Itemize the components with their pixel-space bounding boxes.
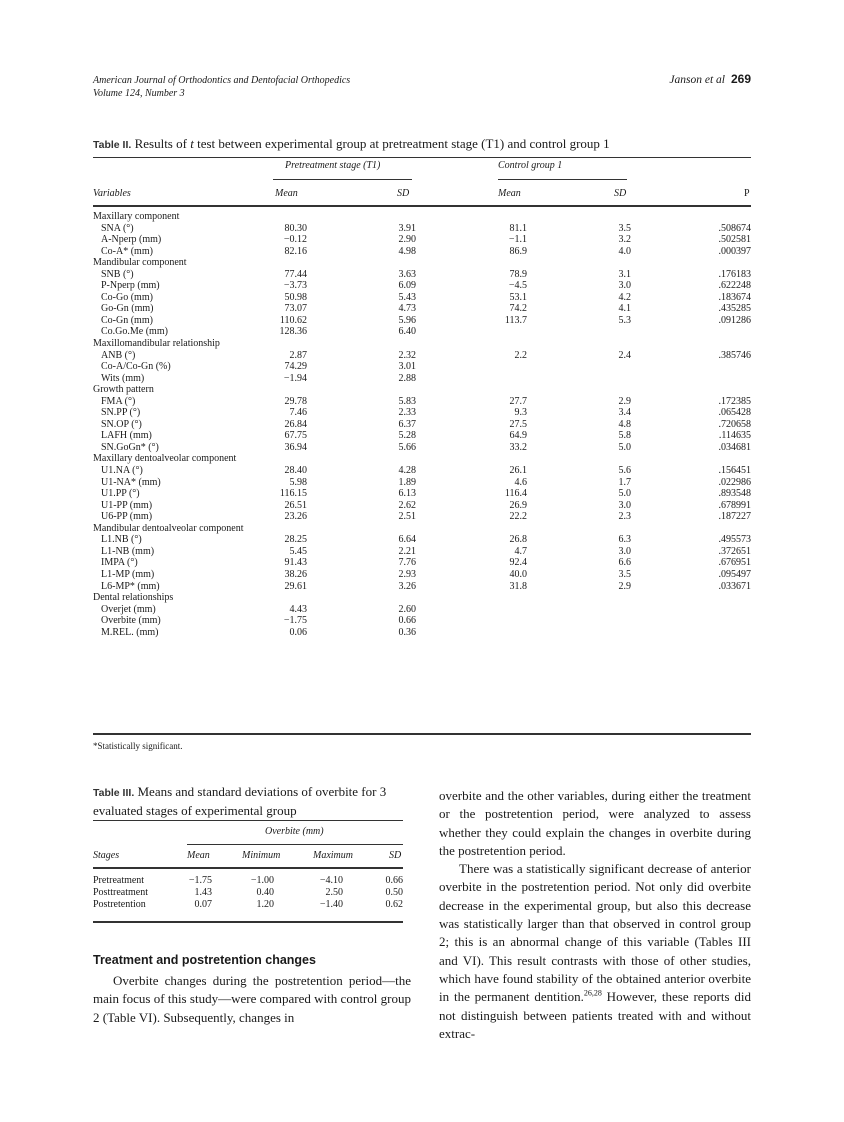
cell-s1: 3.26 <box>398 580 416 592</box>
table-row <box>93 350 751 362</box>
cell-m1: 26.84 <box>284 418 307 430</box>
cell-p: .187227 <box>718 511 751 523</box>
table-row <box>93 326 751 338</box>
cell-s1: 6.64 <box>398 534 416 546</box>
table-row <box>93 557 751 569</box>
cell-s2: 3.5 <box>618 568 631 580</box>
cell-m1: 50.98 <box>284 291 307 303</box>
cell-m1: 4.43 <box>289 603 307 615</box>
body-text-left <box>93 972 411 1027</box>
cell-m2: −1.1 <box>508 234 527 246</box>
citation: 26,28 <box>583 988 602 998</box>
cell-s2: 2.9 <box>618 395 631 407</box>
cell-m1: 73.07 <box>284 303 307 315</box>
cell-s1: 1.89 <box>398 476 416 488</box>
table-row <box>93 315 751 327</box>
table-row <box>93 246 751 258</box>
cell-var: SN.OP (°) <box>101 418 142 430</box>
cell-m2: 26.8 <box>509 534 527 546</box>
cell-var: Mandibular component <box>93 257 187 269</box>
cell-s1: 2.93 <box>398 568 416 580</box>
table-row <box>93 373 751 385</box>
cell-var: LAFH (mm) <box>101 430 152 442</box>
cell-var: Dental relationships <box>93 592 174 604</box>
table-row <box>93 615 751 627</box>
cell-p: .183674 <box>718 291 751 303</box>
cell-p: .678991 <box>718 499 751 511</box>
cell-s2: 3.4 <box>618 407 631 419</box>
cell-var: Co.Go.Me (mm) <box>101 326 168 338</box>
cell-s1: 0.66 <box>398 615 416 627</box>
cell-var: SN.GoGn* (°) <box>101 441 159 453</box>
cell-var: Overbite (mm) <box>101 615 161 627</box>
cell-m2: 92.4 <box>509 557 527 569</box>
table2-title-t: t <box>190 136 194 151</box>
cell-s1: 5.66 <box>398 441 416 453</box>
cell-var: SN.PP (°) <box>101 407 141 419</box>
cell-s1: 3.91 <box>398 222 416 234</box>
table-row <box>93 396 751 408</box>
cell-p: .022986 <box>718 476 751 488</box>
cell-m1: 5.45 <box>289 545 307 557</box>
journal-volume: Volume 124, Number 3 <box>93 88 185 99</box>
cell-s2: 3.0 <box>618 280 631 292</box>
cell-m1: 80.30 <box>284 222 307 234</box>
paragraph <box>439 860 751 1043</box>
cell-m2: 4.6 <box>514 476 527 488</box>
cell-m2: 22.2 <box>509 511 527 523</box>
cell-m2: 26.9 <box>509 499 527 511</box>
cell-s1: 2.90 <box>398 234 416 246</box>
table-row <box>93 604 751 616</box>
cell-m1: 26.51 <box>284 499 307 511</box>
table-group-row <box>93 384 751 396</box>
cell-var: ANB (°) <box>101 349 136 361</box>
paragraph: Overbite changes during the postretention period—the main focus of this study—were compared with control group 2 (Table VI). Subsequently, changes in <box>93 973 411 1025</box>
table-group-row <box>93 338 751 350</box>
cell-m1: 116.15 <box>279 488 307 500</box>
cell-var: FMA (°) <box>101 395 136 407</box>
cell-s2: 1.7 <box>618 476 631 488</box>
section-heading: Treatment and postretention changes <box>93 953 316 967</box>
cell-m1: 128.36 <box>279 326 307 338</box>
cell-var: L6-MP* (mm) <box>101 580 160 592</box>
table-row <box>93 581 751 593</box>
cell-mean: 0.07 <box>194 899 212 910</box>
journal-name: American Journal of Orthodontics and Dentofacial Orthopedics <box>93 75 351 86</box>
cell-m1: −0.12 <box>283 234 307 246</box>
table2-top-rule <box>93 157 751 158</box>
table-group-row <box>93 257 751 269</box>
cell-stage: Pretreatment <box>93 875 145 886</box>
cell-var: Growth pattern <box>93 384 154 396</box>
table2-bottom-rule <box>93 733 751 735</box>
table-row <box>93 465 751 477</box>
cell-s2: 4.2 <box>618 291 631 303</box>
cell-p: .893548 <box>718 488 751 500</box>
table-group-row <box>93 523 751 535</box>
cell-s2: 6.6 <box>618 557 631 569</box>
authors: Janson et al <box>669 74 725 86</box>
cell-m2: 64.9 <box>509 430 527 442</box>
cell-p: .622248 <box>718 280 751 292</box>
cell-s1: 5.83 <box>398 395 416 407</box>
paragraph: overbite and the other variables, during either the treatment or the postretention period, were analyzed to assess whether they could explain the changes in overbite during the postretention period. <box>439 788 751 858</box>
table3-body <box>93 875 403 911</box>
cell-var: L1-NB (mm) <box>101 545 155 557</box>
cell-var: Co-Gn (mm) <box>101 314 153 326</box>
cell-max: −4.10 <box>319 875 343 886</box>
cell-p: .435285 <box>718 303 751 315</box>
cell-m2: 27.7 <box>509 395 527 407</box>
cell-p: .172385 <box>718 395 751 407</box>
cell-s2: 4.0 <box>618 245 631 257</box>
cell-s1: 2.33 <box>398 407 416 419</box>
cell-p: .372651 <box>718 545 751 557</box>
cell-m1: 0.06 <box>289 626 307 638</box>
table-row <box>93 269 751 281</box>
cell-s1: 0.36 <box>398 626 416 638</box>
cell-p: .065428 <box>718 407 751 419</box>
cell-s1: 6.40 <box>398 326 416 338</box>
t3-col-mean: Mean <box>187 850 210 861</box>
cell-mean: 1.43 <box>194 887 212 898</box>
cell-m2: 27.5 <box>509 418 527 430</box>
cell-var: IMPA (°) <box>101 557 138 569</box>
cell-var: Maxillomandibular relationship <box>93 338 220 350</box>
table3-header-rule <box>93 867 403 869</box>
col-header-sd-2: SD <box>614 188 627 199</box>
cell-s2: 5.0 <box>618 488 631 500</box>
cell-s1: 4.73 <box>398 303 416 315</box>
cell-m2: 74.2 <box>509 303 527 315</box>
cell-m2: 116.4 <box>504 488 527 500</box>
table-row <box>93 292 751 304</box>
running-head-right <box>669 72 751 86</box>
cell-var: U1.PP (°) <box>101 488 140 500</box>
cell-m1: 82.16 <box>284 245 307 257</box>
cell-p: .676951 <box>718 557 751 569</box>
cell-var: P-Nperp (mm) <box>101 280 160 292</box>
cell-m1: 29.78 <box>284 395 307 407</box>
cell-s1: 6.13 <box>398 488 416 500</box>
cell-var: L1-MP (mm) <box>101 568 155 580</box>
cell-p: .033671 <box>718 580 751 592</box>
cell-sd: 0.50 <box>385 887 403 898</box>
table-row <box>93 303 751 315</box>
cell-stage: Posttreatment <box>93 887 148 898</box>
cell-var: U1-PP (mm) <box>101 499 153 511</box>
cell-var: M.REL. (mm) <box>101 626 159 638</box>
table-row <box>93 361 751 373</box>
cell-s1: 5.43 <box>398 291 416 303</box>
paragraph-text: However, these reports did not distinguish between patients treated with and without extrac- <box>439 989 751 1041</box>
cell-s1: 6.37 <box>398 418 416 430</box>
cell-var: Maxillary component <box>93 211 180 222</box>
cell-p: .495573 <box>718 534 751 546</box>
paragraph-text: There was a statistically significant decrease of anterior overbite in the postretention period. Not only did overbite decrease in the experimental group, but also this decrease was statistically larger than that observed in control group 2; this is an abnormal change of this variable (Tables III and VI). This result contrasts with those of other studies, which have found stability of the obtained anterior overbite in the permanent dentition. <box>439 861 751 1005</box>
table2-footnote: *Statistically significant. <box>93 741 183 751</box>
table-row <box>93 430 751 442</box>
page-number: 269 <box>730 72 751 86</box>
col-header-variables: Variables <box>93 188 131 199</box>
cell-s2: 2.4 <box>618 349 631 361</box>
cell-p: .502581 <box>718 234 751 246</box>
table2-title <box>93 135 610 154</box>
cell-var: Co-Go (mm) <box>101 291 153 303</box>
cell-min: 0.40 <box>256 887 274 898</box>
cell-m1: 2.87 <box>289 349 307 361</box>
table-row <box>93 899 403 911</box>
cell-m1: 7.46 <box>289 407 307 419</box>
table-row <box>93 442 751 454</box>
table3-top-rule <box>93 820 403 821</box>
cell-s2: 4.1 <box>618 303 631 315</box>
cell-s1: 2.60 <box>398 603 416 615</box>
cell-m2: 33.2 <box>509 441 527 453</box>
cell-s1: 5.96 <box>398 314 416 326</box>
cell-var: Maxillary dentoalveolar component <box>93 453 237 465</box>
cell-m2: 40.0 <box>509 568 527 580</box>
t3-col-maximum: Maximum <box>313 850 353 861</box>
cell-stage: Postretention <box>93 899 146 910</box>
table-row <box>93 534 751 546</box>
cell-s1: 7.76 <box>398 557 416 569</box>
table2-group-rule-1 <box>273 179 412 180</box>
col-header-mean-2: Mean <box>498 188 521 199</box>
table-row <box>93 419 751 431</box>
cell-s1: 2.51 <box>398 511 416 523</box>
cell-max: −1.40 <box>319 899 343 910</box>
cell-m2: 4.7 <box>514 545 527 557</box>
cell-s2: 6.3 <box>618 534 631 546</box>
table-group-row <box>93 592 751 604</box>
table-row <box>93 569 751 581</box>
cell-var: SNA (°) <box>101 222 134 234</box>
table-group-row <box>93 453 751 465</box>
table2-group-header-control: Control group 1 <box>498 160 563 171</box>
cell-m1: 110.62 <box>279 314 307 326</box>
body-text-right <box>439 787 751 1043</box>
cell-s1: 2.88 <box>398 372 416 384</box>
t3-col-stages: Stages <box>93 850 120 861</box>
cell-sd: 0.66 <box>385 875 403 886</box>
t3-col-sd: SD <box>389 850 402 861</box>
cell-s1: 2.62 <box>398 499 416 511</box>
cell-p: .385746 <box>718 349 751 361</box>
cell-m1: 5.98 <box>289 476 307 488</box>
cell-var: Co-A/Co-Gn (%) <box>101 361 171 373</box>
table3-label: Table III. <box>93 787 135 799</box>
cell-var: U1.NA (°) <box>101 465 143 477</box>
cell-var: Overjet (mm) <box>101 603 156 615</box>
cell-s1: 2.32 <box>398 349 416 361</box>
table3-group-header: Overbite (mm) <box>265 826 324 837</box>
cell-m1: 91.43 <box>284 557 307 569</box>
cell-m2: 26.1 <box>509 465 527 477</box>
cell-s1: 3.63 <box>398 268 416 280</box>
cell-m1: 28.25 <box>284 534 307 546</box>
cell-p: .720658 <box>718 418 751 430</box>
table-row <box>93 887 403 899</box>
table-row <box>93 477 751 489</box>
cell-s1: 6.09 <box>398 280 416 292</box>
cell-s1: 3.01 <box>398 361 416 373</box>
table3-title-text: Means and standard deviations of overbite for 3 evaluated stages of experimental group <box>93 784 387 818</box>
cell-var: Co-A* (mm) <box>101 245 153 257</box>
cell-p: .095497 <box>718 568 751 580</box>
cell-s2: 5.8 <box>618 430 631 442</box>
cell-s2: 2.9 <box>618 580 631 592</box>
col-header-p: P <box>744 188 750 199</box>
cell-s1: 4.28 <box>398 465 416 477</box>
cell-var: U1-NA* (mm) <box>101 476 161 488</box>
cell-s1: 2.21 <box>398 545 416 557</box>
cell-m2: 2.2 <box>514 349 527 361</box>
table2-header-rule <box>93 205 751 207</box>
cell-s2: 5.6 <box>618 465 631 477</box>
cell-m1: 28.40 <box>284 465 307 477</box>
cell-m1: 36.94 <box>284 441 307 453</box>
cell-s2: 3.0 <box>618 499 631 511</box>
cell-m1: −1.94 <box>283 372 307 384</box>
table2-group-header-pretreatment: Pretreatment stage (T1) <box>285 160 381 171</box>
cell-m1: 67.75 <box>284 430 307 442</box>
table2-title-text-a: Results of <box>134 136 191 151</box>
table-row <box>93 234 751 246</box>
cell-p: .091286 <box>718 314 751 326</box>
table2-body <box>93 211 751 638</box>
cell-m2: 78.9 <box>509 268 527 280</box>
cell-m2: 9.3 <box>514 407 527 419</box>
cell-var: Mandibular dentoalveolar component <box>93 522 244 534</box>
cell-s2: 2.3 <box>618 511 631 523</box>
cell-m1: −3.73 <box>283 280 307 292</box>
cell-mean: −1.75 <box>188 875 212 886</box>
cell-s2: 3.2 <box>618 234 631 246</box>
table2-title-text-b: test between experimental group at pretreatment stage (T1) and control group 1 <box>193 136 610 151</box>
cell-var: L1.NB (°) <box>101 534 142 546</box>
table3-title <box>93 783 413 819</box>
table-row <box>93 546 751 558</box>
cell-min: −1.00 <box>250 875 274 886</box>
cell-s2: 4.8 <box>618 418 631 430</box>
cell-s2: 3.5 <box>618 222 631 234</box>
cell-s2: 3.1 <box>618 268 631 280</box>
table-row <box>93 280 751 292</box>
table-row <box>93 488 751 500</box>
cell-m2: 113.7 <box>504 314 527 326</box>
cell-p: .034681 <box>718 441 751 453</box>
cell-s2: 5.3 <box>618 314 631 326</box>
cell-m2: 86.9 <box>509 245 527 257</box>
cell-p: .114635 <box>718 430 751 442</box>
table-row <box>93 627 751 639</box>
cell-m2: −4.5 <box>508 280 527 292</box>
cell-m1: 77.44 <box>284 268 307 280</box>
cell-p: .176183 <box>718 268 751 280</box>
table-row <box>93 875 403 887</box>
cell-m2: 81.1 <box>509 222 527 234</box>
col-header-mean-1: Mean <box>275 188 298 199</box>
col-header-sd-1: SD <box>397 188 410 199</box>
cell-s1: 4.98 <box>398 245 416 257</box>
table-row <box>93 223 751 235</box>
cell-var: SNB (°) <box>101 268 134 280</box>
cell-var: A-Nperp (mm) <box>101 234 162 246</box>
cell-m1: 38.26 <box>284 568 307 580</box>
table3-bottom-rule <box>93 921 403 923</box>
cell-m2: 53.1 <box>509 291 527 303</box>
table3-group-rule <box>187 844 403 845</box>
table-row <box>93 511 751 523</box>
cell-var: Go-Gn (mm) <box>101 303 154 315</box>
cell-min: 1.20 <box>256 899 274 910</box>
cell-var: U6-PP (mm) <box>101 511 153 523</box>
table-row <box>93 500 751 512</box>
cell-p: .508674 <box>718 222 751 234</box>
cell-m1: 74.29 <box>284 361 307 373</box>
cell-sd: 0.62 <box>385 899 403 910</box>
cell-s2: 5.0 <box>618 441 631 453</box>
cell-p: .156451 <box>718 465 751 477</box>
cell-var: Wits (mm) <box>101 372 145 384</box>
table-group-row <box>93 211 751 223</box>
running-head-journal <box>93 74 350 100</box>
cell-m1: −1.75 <box>283 615 307 627</box>
table-row <box>93 407 751 419</box>
cell-s2: 3.0 <box>618 545 631 557</box>
t3-col-minimum: Minimum <box>242 850 281 861</box>
table2-group-rule-2 <box>498 179 627 180</box>
cell-m1: 23.26 <box>284 511 307 523</box>
cell-max: 2.50 <box>325 887 343 898</box>
cell-p: .000397 <box>718 245 751 257</box>
cell-s1: 5.28 <box>398 430 416 442</box>
table2-label: Table II. <box>93 139 132 151</box>
cell-m1: 29.61 <box>284 580 307 592</box>
cell-m2: 31.8 <box>509 580 527 592</box>
